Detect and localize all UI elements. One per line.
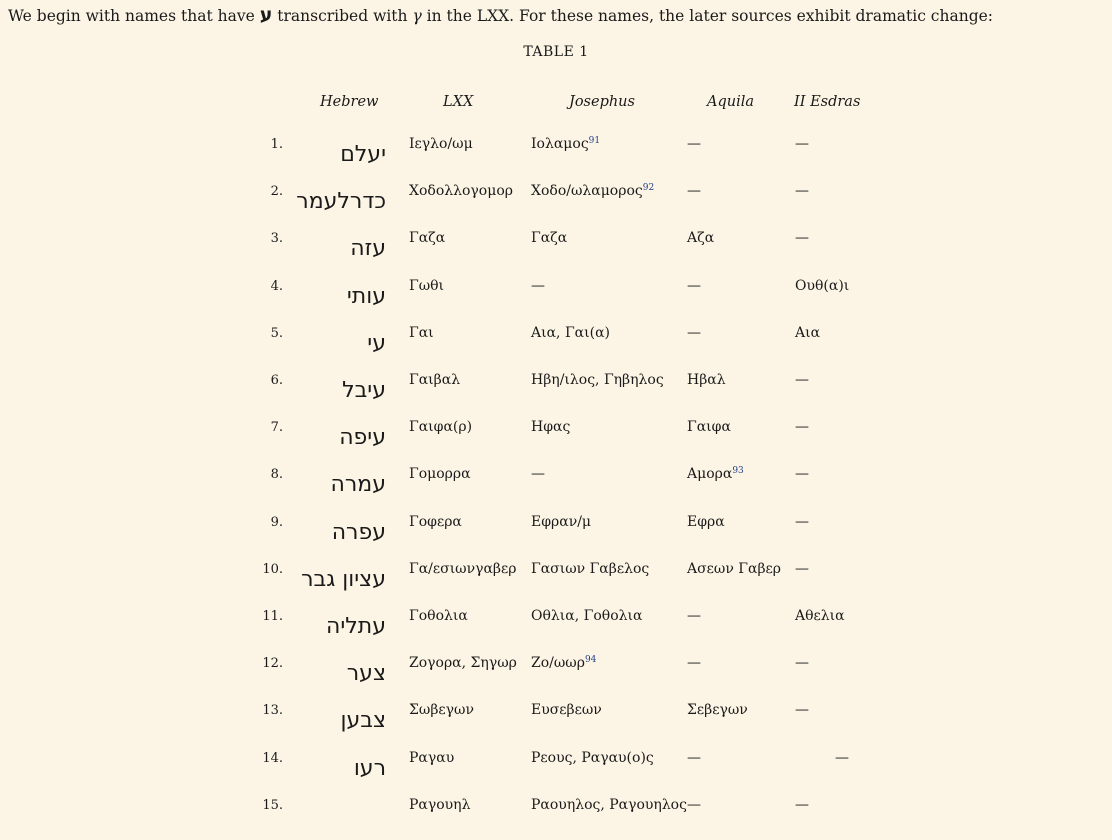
table-row (0, 321, 879, 368)
esdras-form: Αθελια (795, 608, 845, 624)
row-number: 10. (262, 562, 283, 577)
intro-middle: transcribed with (272, 7, 413, 25)
hebrew-name: צער (346, 661, 386, 686)
row-number: 2. (270, 184, 283, 199)
intro-after: in the LXX. For these names, the later sources exhibit dramatic change: (421, 7, 994, 25)
footnote-ref[interactable]: 93 (732, 466, 744, 476)
aquila-form: — (687, 608, 701, 624)
aquila-form: — (687, 136, 701, 152)
hebrew-name: עתליה (325, 614, 386, 639)
aquila-form: Γαιφα (687, 419, 731, 435)
table-row (0, 274, 879, 321)
ayin-letter: ע (259, 4, 273, 26)
table-row (0, 604, 879, 651)
table-row (0, 698, 879, 745)
esdras-form: — (835, 750, 849, 766)
row-number: 14. (262, 751, 283, 766)
row-number: 3. (270, 231, 283, 246)
hebrew-name: עפרה (331, 520, 386, 545)
esdras-form: — (795, 466, 809, 482)
aquila-form: — (687, 750, 701, 766)
josephus-form: Ρεους, Ραγαυ(ο)ς (531, 750, 654, 766)
lxx-form: Ραγουηλ (409, 797, 471, 813)
josephus-form: Γαζα (531, 230, 568, 246)
table-row (0, 368, 879, 415)
lxx-form: Ραγαυ (409, 750, 455, 766)
aquila-form: — (687, 655, 701, 671)
josephus-form: Ηβη/ιλος, Γηβηλος (531, 372, 664, 388)
lxx-form: Γαιβαλ (409, 372, 461, 388)
header-josephus: Josephus (569, 94, 635, 110)
intro-paragraph (8, 4, 994, 27)
table-row (0, 651, 879, 698)
lxx-form: Χοδολλογομορ (409, 183, 513, 199)
row-number: 5. (270, 326, 283, 341)
esdras-form: — (795, 183, 809, 199)
table-row (0, 557, 879, 604)
hebrew-name: עציון גבר (301, 567, 386, 592)
table-row (0, 415, 879, 462)
aquila-form: Σεβεγων (687, 702, 748, 718)
hebrew-name: רעו (353, 756, 386, 781)
hebrew-name: יעלם (340, 142, 386, 167)
row-number: 4. (270, 279, 283, 294)
josephus-form: Αια, Γαι(α) (531, 325, 610, 341)
table-caption (0, 44, 1112, 60)
lxx-form: Γωθι (409, 278, 445, 294)
row-number: 15. (262, 798, 283, 813)
hebrew-name: עזה (350, 236, 386, 261)
table-row (0, 226, 879, 273)
josephus-form: Οθλια, Γοθολια (531, 608, 643, 624)
intro-before: We begin with names that have (8, 7, 260, 25)
header-aquila: Aquila (707, 94, 755, 110)
table-row (0, 746, 879, 793)
aquila-form: Ασεων Γαβερ (687, 561, 782, 577)
josephus-form: Ηφας (531, 419, 571, 435)
josephus-form: Ευσεβεων (531, 702, 602, 718)
josephus-form: Ραουηλος, Ραγουηλος (531, 797, 687, 813)
lxx-form: Ζογορα, Σηγωρ (409, 655, 517, 671)
header-hebrew: Hebrew (320, 94, 379, 110)
lxx-form: Γοθολια (409, 608, 468, 624)
esdras-form: — (795, 797, 809, 813)
aquila-form: Ηβαλ (687, 372, 726, 388)
row-number: 11. (262, 609, 283, 624)
aquila-form: Εφρα (687, 514, 725, 530)
esdras-form: — (795, 372, 809, 388)
lxx-form: Ιεγλο/ωμ (409, 136, 473, 152)
hebrew-name: כדרלעמר (296, 189, 386, 214)
esdras-form: Ουθ(α)ι (795, 278, 850, 294)
hebrew-name: צבען (340, 708, 386, 733)
lxx-form: Γαιφα(ρ) (409, 419, 473, 435)
row-number: 7. (270, 420, 283, 435)
hebrew-name: עי (367, 331, 386, 356)
josephus-form: Ιολαμος$^{91}$ (531, 136, 601, 152)
table-row (0, 793, 879, 840)
row-number: 6. (270, 373, 283, 388)
footnote-ref[interactable]: 94 (584, 655, 597, 665)
esdras-form: — (795, 655, 809, 671)
lxx-form: Γοφερα (409, 514, 462, 530)
table-row (0, 510, 879, 557)
header-lxx: LXX (443, 94, 474, 110)
esdras-form: — (795, 230, 809, 246)
row-number: 1. (270, 137, 283, 152)
josephus-form: — (531, 278, 545, 294)
hebrew-name: עיבל (342, 378, 386, 403)
lxx-form: Γα/εσιωνγαβερ (409, 561, 517, 577)
esdras-form: — (795, 561, 809, 577)
caption-rest: ABLE 1 (532, 44, 589, 60)
josephus-form: Γασιων Γαβελος (531, 561, 650, 577)
hebrew-name: עמרה (330, 472, 386, 497)
aquila-form: — (687, 797, 701, 813)
lxx-form: Σωβεγων (409, 702, 474, 718)
lxx-form: Γαζα (409, 230, 446, 246)
esdras-form: — (795, 419, 809, 435)
table-row (0, 179, 879, 226)
caption-initial: T (523, 44, 533, 60)
esdras-form: — (795, 514, 809, 530)
table-row (0, 462, 879, 509)
table-row (0, 132, 879, 179)
esdras-form: Αια (795, 325, 821, 341)
esdras-form: — (795, 702, 809, 718)
esdras-form: — (795, 136, 809, 152)
josephus-form: — (531, 466, 545, 482)
gamma-letter: γ (412, 7, 422, 25)
header-esdras: II Esdras (794, 94, 861, 110)
aquila-form: Αμορα$^{93}$ (687, 466, 744, 482)
josephus-form: Εφραν/μ (531, 514, 592, 530)
aquila-form: Αζα (687, 230, 715, 246)
josephus-form: Χοδο/ωλαμορος$^{92}$ (531, 183, 655, 199)
aquila-form: — (687, 325, 701, 341)
aquila-form: — (687, 278, 701, 294)
row-number: 9. (270, 515, 283, 530)
josephus-form: Ζο/ωωρ$^{94}$ (531, 655, 597, 671)
row-number: 12. (262, 656, 283, 671)
row-number: 13. (262, 703, 283, 718)
lxx-form: Γαι (409, 325, 434, 341)
footnote-ref[interactable]: 92 (642, 183, 655, 193)
hebrew-name: עיפה (339, 425, 386, 450)
hebrew-name: עותי (346, 284, 386, 309)
aquila-form: — (687, 183, 701, 199)
row-number: 8. (270, 467, 283, 482)
lxx-form: Γομορρα (409, 466, 471, 482)
footnote-ref[interactable]: 91 (588, 136, 601, 146)
